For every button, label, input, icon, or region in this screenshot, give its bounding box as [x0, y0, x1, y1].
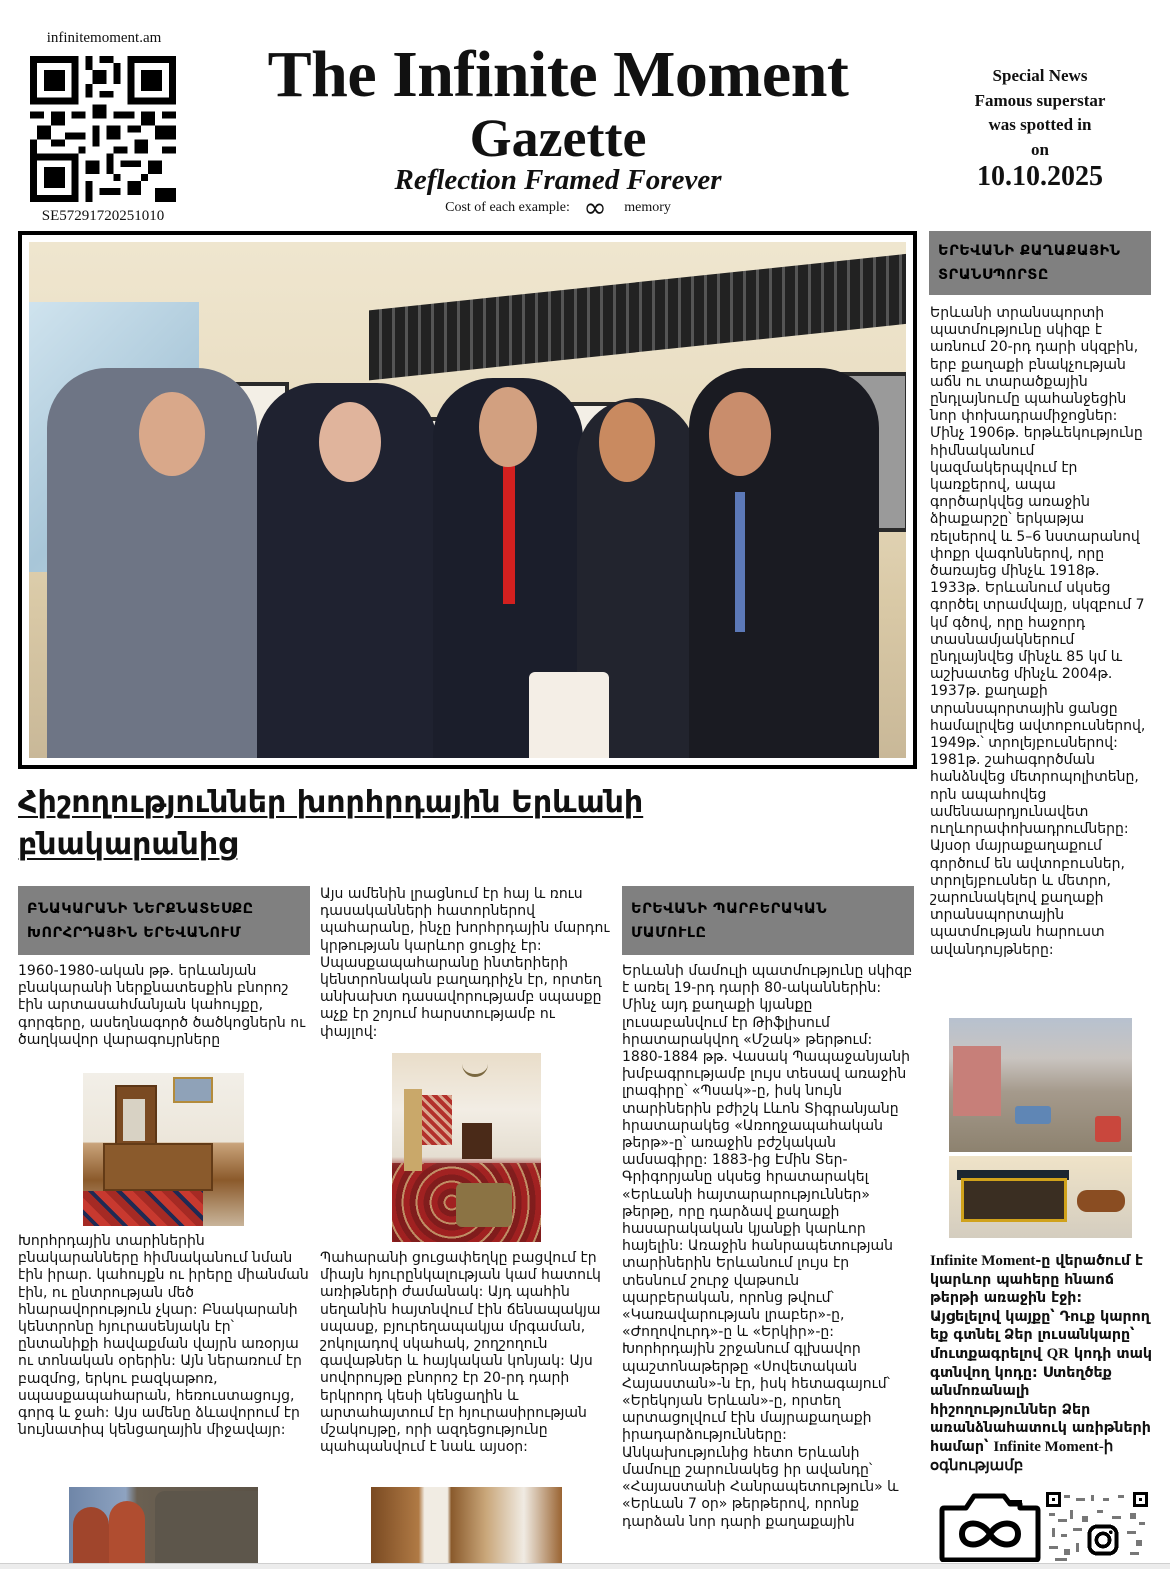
section-heading: ԵՐԵՎԱՆԻ ՔԱՂԱՔԱՅԻՆ ՏՐԱՆՍՊՈՐՏԸ	[929, 231, 1151, 295]
brand-name: Infinite Moment	[993, 1438, 1099, 1455]
curtain	[404, 1089, 422, 1171]
newspaper-subtitle: Gazette	[469, 108, 647, 168]
special-news-date: 10.10.2025	[977, 161, 1103, 192]
newspaper-tagline: Reflection Framed Forever	[394, 164, 722, 196]
article-body: Երևանի տրանսպորտի պատմությունը սկիզբ է առնում 20-րդ դարի սկզբին, երբ քաղաքի բնակչության աճն ու տարածքային ընդլայնումը պահանջեցին նոր փոխադրամիջոցներ: Մինչ 1906թ. երթևեկությունը հիմնականում կազմակերպվում էր կառքերով, ապա գործարկվեց առաջին ձիաքարշը՝ երկաթյա ռելսերով և 5–6 նստարանով փոքր վագոններով, որը ծառայեց մինչև 1918թ. 1933թ. Երևանում սկսեց գործել տրամվայը, սկզբում 7 կմ գծով, որը հաջորդ տասնամյակներում ընդլայնվեց մինչև 85 կմ և աշխատեց մինչև 2004թ. 1937թ. քաղաքի տրանսպորտային ցանցը համալրվեց ավտոբուսներով, 1949թ.՝ տրոլեյբուսներով: 1981թ. շահագործման հանձնվեց մետրոպոլիտենը, որն ապահովեց ամենաարդյունավետ ուղևորափոխադրումները: Այսօր մայրաքաղաքում գործում են ավտոբուսներ, տրոլեյբուսներ և մետրո, շարունակելով քաղաքի տրանսպորտային պատմության հարուստ ավանդույթները:	[930, 305, 1146, 958]
painted-bus	[1095, 1116, 1121, 1142]
living-room-image	[392, 1053, 541, 1242]
main-photo-frame	[18, 231, 917, 769]
promo-text-part: -ի օգնությամբ	[930, 1438, 1114, 1474]
newspaper-title: The Infinite Moment	[267, 38, 849, 111]
promo-text-part: կոդի տակ գտնվող կոդը: Ստեղծեք անմոռանալի հիշողություններ Ձեր առանձնահատուկ առիթների համար՝	[930, 1345, 1153, 1455]
promo-text	[930, 1252, 1155, 1475]
press-article	[622, 886, 914, 1531]
cabinet	[462, 1123, 492, 1159]
instagram-qr-code-icon[interactable]	[1046, 1492, 1148, 1564]
person-head	[599, 402, 655, 482]
promo-text-part: -ը վերածում է կարևոր պահերը հնաոճ թերթի առաջին էջի: Այցելելով կայքը՝ Դուք կարող եք գտնել Ձեր լուսանկարը՝ մուտքագրելով	[930, 1253, 1150, 1362]
wardrobe-mirror	[123, 1099, 145, 1141]
slipper	[73, 1507, 109, 1569]
article-body: Այս ամենին լրացնում էր հայ և ռուս դասականների հատորներով պահարանը, ինչը խորհրդային մարդու կրթության կարևոր ցուցիչ էր: Սպասքապահարանը ինտերիերի կենտրոնական բաղադրիչն էր, որտեղ անխախտ դասավորությամբ սպասքը աչք էր շոյում հարստությամբ ու փայլով:	[320, 886, 610, 1040]
wooden-bed	[103, 1143, 213, 1191]
article-body: 1960-1980-ական թթ. երևանյան բնակարանի ներքնատեսքին բնորոշ էին արտասահմանյան կահույքը, գորգերը, ասեղնագործ ծածկոցներն ու ծաղկավոր վարագույրները	[18, 963, 306, 1048]
interior-article	[18, 886, 310, 1049]
painted-building	[953, 1046, 1001, 1116]
film-strip-decoration	[369, 254, 906, 381]
page-bottom-edge	[0, 1563, 1170, 1569]
article-body: Պահարանի ցուցափեղկը բացվում էր միայն հյուրընկալության կամ հատուկ առիթների ժամանակ: Այդ պահին սեղանին հայտնվում էին ճենապակյա սպասք, բյուրեղապակյա մրգաման, շոկոլադով սկահակ, շողշողուն գավաթներ և հայկական կոնյակ: Այս սովորույթը բնորոշ էր 20-րդ դարի երկրորդ կեսի կենցաղին և արտահայտում էր հյուրասիրության մշակույթը, որի ազդեցությունը պահպանվում է նաև այսօր:	[320, 1250, 601, 1456]
transport-article	[929, 231, 1151, 959]
white-bag	[529, 672, 609, 758]
cost-label: Cost of each example:	[445, 200, 570, 215]
special-news-line: Special News	[992, 66, 1088, 85]
slipper	[109, 1501, 145, 1569]
person-head	[709, 392, 771, 476]
brand-name: Infinite Moment	[930, 1253, 1036, 1269]
article-body: Երևանի մամուլի պատմությունը սկիզբ է առել 19-րդ դարի 80-ականներին: Մինչ այդ քաղաքի կյանքը լուսաբանվում էր Թիֆլիսում հրատարակվող «Մշակ» թերթում: 1880-1884 թթ. Վասակ Պապաջանյանի խմբագրությամբ լույս տեսավ առաջին լրագիրը՝ «Պսակ»-ը, իսկ նույն տարիներին բժիշկ Լևոն Տիգրանյանը հրատարակեց «Առողջապահական թերթ»-ը՝ առաջին բժշկական ամսագիրը: 1883-ից Էմին Տեր-Գրիգորյանը սկսեց հրատարակել «Երևանի հայտարարություններ» թերթը, որը դարձավ քաղաքի հասարակական կյանքի կարևոր հայելին: Առաջին հանրապետության տարիներին Երևանում լույս էր տեսնում շուրջ վաթսուն պարբերական, որոնց թվում՝ «Կառավարության լրաբեր»-ը, «Ժողովուրդ»-ը և «Երկիր»-ը: Խորհրդային շրջանում գլխավոր պաշտոնաթերթը «Սովետական Հայաստան»-ն էր, իսկ հետագայում՝ «Երեկոյան Երևան»-ը, որտեղ արտացոլվում էին մայրաքաղաքի իրադարձությունները: Անկախությունից հետո Երևանի մամուլը շարունակեց իր ավանդը՝ «Հայաստանի Հանրապետություն» և «Երևան 7 օր» թերթերով, որոնք դարձան նոր դարի քաղաքային	[622, 963, 913, 1530]
special-news-line: was spotted in	[988, 115, 1092, 134]
living-room-article	[320, 886, 612, 1041]
wall-rug	[422, 1095, 452, 1145]
armchair	[456, 1183, 512, 1227]
serial-code: SE57291720251010	[41, 208, 165, 224]
horse-model	[1077, 1190, 1125, 1212]
cost-line	[230, 191, 886, 224]
bedroom-image	[83, 1073, 244, 1226]
article-body: Խորհրդային տարիներին բնակարանները հիմնականում նման էին իրար. կահույքն ու իրերը միանման էին, ու ընտրության մեծ հնարավորություն չկար: Բնակարանի կենտրոնը հյուրասենյակն էր՝ ընտանիքի հավաքման վայրն առօրյա ու տոնական օրերին: Այն ներառում էր բազմոց, երկու բազկաթոռ, սպասքապահարան, հեռուստացույց, գորգ և ջահ: Այս ամենը ձևավորում էր նույնատիպ կենցաղային միջավայր:	[18, 1233, 309, 1439]
section-heading: ԵՐԵՎԱՆԻ ՊԱՐԲԵՐԱԿԱՆ ՄԱՄՈՒԼԸ	[622, 886, 914, 955]
infinity-camera-logo-icon	[938, 1490, 1042, 1562]
section-heading: ԲՆԱԿԱՐԱՆԻ ՆԵՐՔՆԱՏԵՍՔԸ ԽՈՐՀՐԴԱՅԻՆ ԵՐԵՎԱՆՈՒՄ	[18, 886, 310, 955]
leather-bag	[155, 1491, 258, 1569]
person-head	[139, 392, 205, 476]
qr-code-icon[interactable]	[30, 56, 176, 202]
person-head	[479, 387, 537, 467]
special-news-line: on	[1031, 139, 1049, 159]
blue-tie	[735, 492, 745, 632]
wall-painting	[173, 1077, 213, 1103]
special-news-box	[940, 64, 1140, 162]
promo-qr-word: QR	[1046, 1345, 1070, 1362]
special-news-line: Famous superstar	[974, 90, 1106, 110]
horse-tram-model	[961, 1178, 1067, 1222]
person-head	[319, 402, 381, 482]
cabinet-image	[371, 1487, 562, 1569]
chandelier	[462, 1055, 488, 1077]
infinity-icon: ∞	[583, 191, 607, 224]
rug	[83, 1191, 203, 1226]
cost-unit: memory	[624, 200, 671, 215]
site-url[interactable]: infinitemoment.am	[46, 30, 162, 46]
main-headline: Հիշողություններ խորհրդային Երևանի բնակարանից	[18, 785, 644, 862]
tram-image	[949, 1018, 1132, 1238]
painted-bus	[1015, 1106, 1051, 1124]
slippers-image	[69, 1487, 258, 1569]
main-photo	[29, 242, 906, 758]
red-tie	[503, 464, 515, 604]
